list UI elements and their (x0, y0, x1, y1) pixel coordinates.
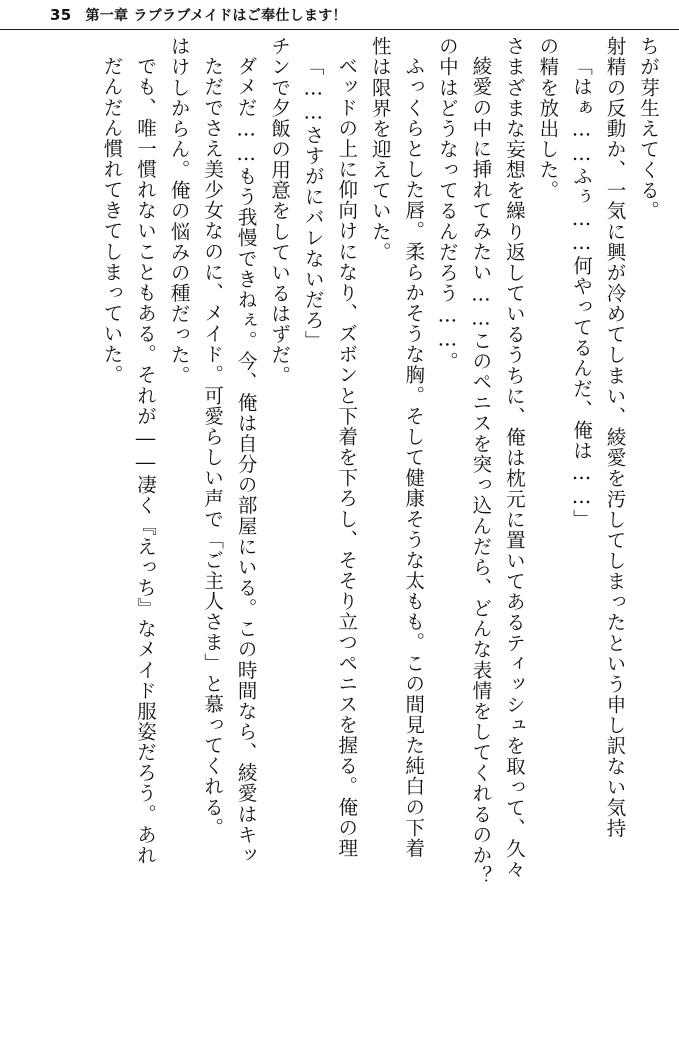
paragraph: だんだん慣れてきてしまっていた。 (100, 55, 124, 385)
paragraph: 綾愛の中に挿れてみたい……このペニスを突っ込んだら、どんな表情をしてくれるのか？ (469, 55, 493, 886)
paragraph: 「……さすがにバレないだろ」 (301, 55, 325, 351)
paragraph: の精を放出した。 (536, 36, 560, 201)
paragraph: ダメだ……もう我慢できねぇ。今、俺は自分の部屋にいる。この時間なら、綾愛はキッ (234, 55, 258, 865)
paragraph: 性は限界を迎えていた。 (368, 36, 392, 263)
paragraph: 射精の反動か、一気に興が冷めてしまい、綾愛を汚してしまったという申し訳ない気持 (603, 36, 627, 839)
running-header (0, 0, 679, 30)
paragraph: ふっくらとした唇。柔らかそうな胸。そして健康そうな太もも。この間見た純白の下着 (402, 55, 426, 858)
page-body (18, 36, 665, 1042)
paragraph: ただでさえ美少女なのに、メイド。可愛らしい声で「ご主人さま」と慕ってくれる。 (201, 55, 225, 838)
paragraph: 「はぁ……ふぅ……何やってるんだ、俺は……」 (569, 55, 593, 530)
paragraph: チンで夕飯の用意をしているはずだ。 (268, 36, 292, 386)
paragraph: ちが芽生えてくる。 (637, 36, 660, 222)
paragraph: の中はどうなってるんだろう……。 (435, 36, 459, 373)
paragraph: さまざまな妄想を繰り返しているうちに、俺は枕元に置いてあるティッシュを取って、久々 (502, 36, 526, 880)
vertical-text-block (18, 36, 665, 1036)
chapter-title: 第一章 ラブラブメイドはご奉仕します！ (85, 7, 347, 24)
paragraph: でも、唯一慣れないこともある。それが――凄く『えっち』なメイド服姿だろう。あれ (134, 55, 158, 865)
page-number: 35 (50, 5, 72, 24)
paragraph: はけしからん。俺の悩みの種だった。 (167, 36, 191, 386)
paragraph: ベッドの上に仰向けになり、ズボンと下着を下ろし、そそり立つペニスを握る。俺の理 (335, 55, 359, 858)
